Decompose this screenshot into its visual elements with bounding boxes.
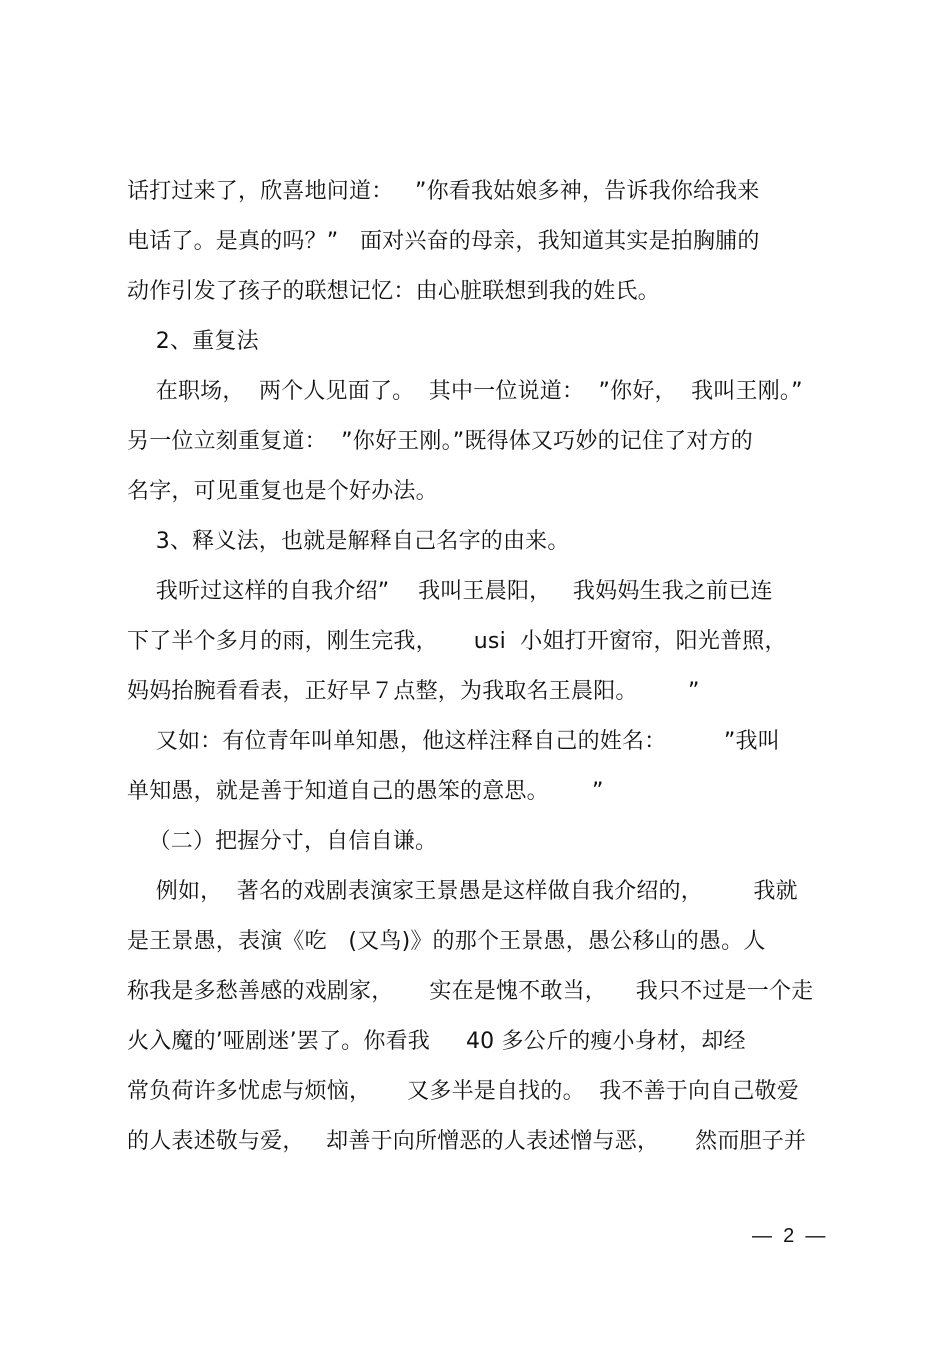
page-number: — 2 — bbox=[752, 1225, 826, 1247]
text-line: 单知愚，就是善于知道自己的愚笨的意思。 ” bbox=[127, 779, 604, 804]
text-line: 话打过来了，欣喜地问道： ”你看我姑娘多神，告诉我你给我来 bbox=[127, 179, 760, 204]
section-heading: 3、释义法，也就是解释自己名字的由来。 bbox=[127, 529, 570, 554]
text-line: 下了半个多月的雨，刚生完我， usi 小姐打开窗帘，阳光普照， bbox=[127, 629, 787, 654]
text-line: 常负荷许多忧虑与烦恼， 又多半是自找的。 我不善于向自己敬爱 bbox=[127, 1079, 799, 1104]
text-line: 例如， 著名的戏剧表演家王景愚是这样做自我介绍的， 我就 bbox=[127, 879, 798, 904]
text-line: 的人表述敬与爱， 却善于向所憎恶的人表述憎与恶， 然而胆子并 bbox=[127, 1129, 807, 1154]
text-line: 妈妈抬腕看看表，正好早７点整，为我取名王晨阳。 ” bbox=[127, 679, 700, 704]
text-line: 另一位立刻重复道： ”你好王刚。”既得体又巧妙的记住了对方的 bbox=[127, 429, 753, 454]
text-line: 动作引发了孩子的联想记忆：由心脏联想到我的姓氏。 bbox=[127, 279, 660, 304]
text-line: 又如：有位青年叫单知愚，他这样注释自己的姓名： ”我叫 bbox=[127, 729, 780, 754]
text-line: 我听过这样的自我介绍” 我叫王晨阳， 我妈妈生我之前已连 bbox=[127, 579, 773, 604]
text-line: 是王景愚，表演《吃 (又鸟)》的那个王景愚，愚公移山的愚。人 bbox=[127, 929, 766, 954]
section-heading: （二）把握分寸，自信自谦。 bbox=[127, 829, 438, 854]
section-heading: 2、重复法 bbox=[127, 329, 259, 354]
text-line: 电话了。是真的吗？” 面对兴奋的母亲，我知道其实是拍胸脯的 bbox=[127, 229, 760, 254]
text-line: 在职场， 两个人见面了。 其中一位说道： ”你好， 我叫王刚。” bbox=[127, 379, 803, 404]
text-line: 火入魔的’哑剧迷’罢了。你看我 40 多公斤的瘦小身材，却经 bbox=[127, 1029, 746, 1054]
text-line: 名字，可见重复也是个好办法。 bbox=[127, 479, 438, 504]
text-line: 称我是多愁善感的戏剧家， 实在是愧不敢当， 我只不过是一个走 bbox=[127, 979, 814, 1004]
